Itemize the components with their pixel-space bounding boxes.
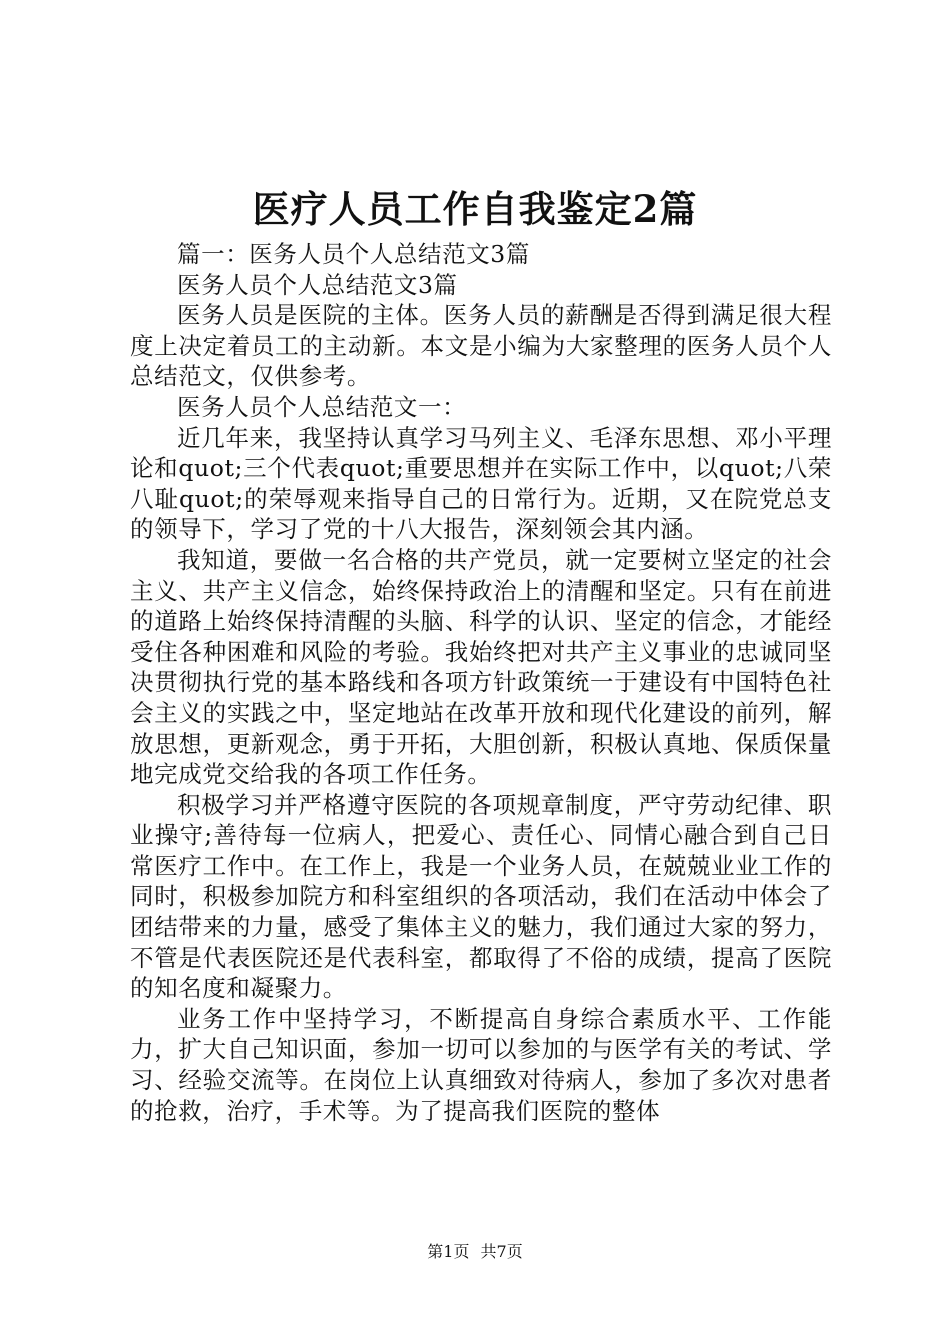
paragraph: 医务人员个人总结范文3篇 — [177, 270, 458, 299]
paragraph: 篇一：医务人员个人总结范文3篇 — [177, 240, 530, 268]
paragraph: 医务人员个人总结范文一： — [177, 392, 467, 421]
paragraph: 我知道，要做一名合格的共产党员，就一定要树立坚定的社会主义、共产主义信念，始终保持政治上的清醒和坚定。只有在前进的道路上始终保持清醒的头脑、科学的认识、坚定的信念，才能经受住各种困难和风险的考验。我始终把对共产主义事业的忠诚同坚决贯彻执行党的基本路线和各项方针政策统一于建设有中国特色社会主义的实践之中，坚定地站在改革开放和现代化建设的前列，解放思想，更新观念，勇于开拓，大胆创新，积极认真地、保质保量地完成党交给我的各项工作任务。 — [130, 545, 832, 789]
document-title: 医疗人员工作自我鉴定2篇 — [252, 187, 698, 231]
paragraph: 医务人员是医院的主体。医务人员的薪酬是否得到满足很大程度上决定着员工的主动新。本文是小编为大家整理的医务人员个人总结范文，仅供参考。 — [130, 301, 832, 391]
paragraph: 近几年来，我坚持认真学习马列主义、毛泽东思想、邓小平理论和quot;三个代表quot;重要思想并在实际工作中，以quot;八荣八耻quot;的荣辱观来指导自己的日常行为。近期，又在院党总支的领导下，学习了党的十八大报告，深刻领会其内涵。 — [130, 423, 832, 544]
document-body — [130, 239, 832, 1126]
paragraph: 业务工作中坚持学习，不断提高自身综合素质水平、工作能力，扩大自己知识面，参加一切可以参加的与医学有关的考试、学习、经验交流等。在岗位上认真细致对待病人，参加了多次对患者的抢救，治疗，手术等。为了提高我们医院的整体 — [130, 1004, 832, 1125]
page-number-footer: 第1页 共7页 — [427, 1242, 523, 1261]
paragraph: 积极学习并严格遵守医院的各项规章制度，严守劳动纪律、职业操守;善待每一位病人，把爱心、责任心、同情心融合到自己日常医疗工作中。在工作上，我是一个业务人员，在兢兢业业工作的同时，积极参加院方和科室组织的各项活动，我们在活动中体会了团结带来的力量，感受了集体主义的魅力，我们通过大家的努力，不管是代表医院还是代表科室，都取得了不俗的成绩，提高了医院的知名度和凝聚力。 — [130, 790, 832, 1003]
